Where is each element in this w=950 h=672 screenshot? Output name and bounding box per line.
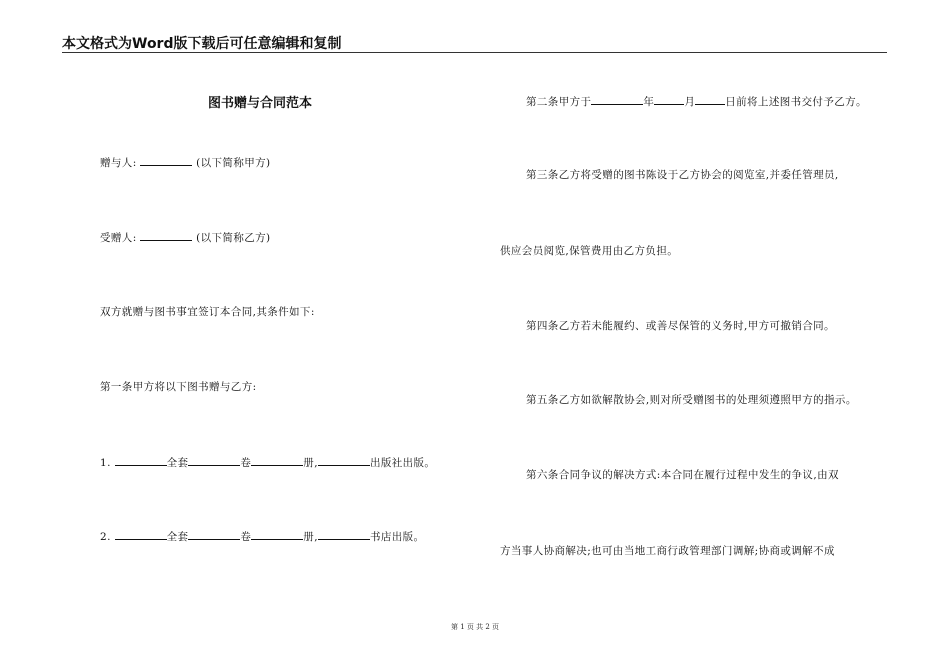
donor-suffix: (以下简称甲方) [196,157,271,169]
donee-blank [140,229,192,241]
item-1 [100,454,435,470]
donor-blank [140,154,192,166]
item-1-book: 册, [303,457,318,469]
article-5: 第五条乙方如欲解散协会,则对所受赠图书的处理须遵照甲方的指示。 [526,394,857,406]
item-2 [100,528,424,544]
item-1-volume: 卷 [240,457,252,469]
donee-line [100,229,271,245]
item-1-blank-title [115,454,167,466]
article-2-start: 第二条甲方于 [526,96,592,108]
item-2-blank-title [115,528,167,540]
article-2-end: 日前将上述图书交付予乙方。 [725,96,867,108]
article-2-month: 月 [684,96,696,108]
donor-label: 赠与人: [100,157,137,169]
item-1-blank-publisher [318,454,370,466]
item-2-volume: 卷 [240,531,252,543]
intro-line: 双方就赠与图书事宜签订本合同,其条件如下: [100,306,315,318]
article-4: 第四条乙方若未能履约、或善尽保管的义务时,甲方可撤销合同。 [526,320,835,332]
donee-label: 受赠人: [100,232,137,244]
item-2-set: 全套 [166,531,189,543]
article-2-blank-day [695,93,725,105]
article-2-year: 年 [643,96,655,108]
article-2-blank-month [654,93,684,105]
article-1: 第一条甲方将以下图书赠与乙方: [100,381,257,393]
page-number: 第 1 页 共 2 页 [450,623,500,631]
item-1-blank-volumes [188,454,240,466]
header-divider [62,52,887,53]
item-2-number: 2. [100,531,111,543]
item-1-blank-books [251,454,303,466]
item-1-number: 1. [100,457,111,469]
item-2-store: 书店出版。 [369,531,425,543]
article-6-line-2: 方当事人协商解决;也可由当地工商行政管理部门调解;协商或调解不成 [500,545,835,557]
item-1-publisher: 出版社出版。 [369,457,436,469]
item-2-book: 册, [303,531,318,543]
article-2-blank-year [591,93,643,105]
item-2-blank-volumes [188,528,240,540]
document-header: 本文格式为Word版下载后可任意编辑和复制 [62,36,342,52]
item-2-blank-books [251,528,303,540]
article-3-line-2: 供应会员阅览,保管费用由乙方负担。 [500,245,679,257]
article-3-line-1: 第三条乙方将受赠的图书陈设于乙方协会的阅览室,并委任管理员, [526,169,839,181]
item-2-blank-store [318,528,370,540]
article-2 [526,93,867,109]
donor-line [100,154,271,170]
article-6-line-1: 第六条合同争议的解决方式:本合同在履行过程中发生的争议,由双 [526,469,839,481]
donee-suffix: (以下简称乙方) [196,232,271,244]
item-1-set: 全套 [166,457,189,469]
document-title: 图书赠与合同范本 [208,96,313,111]
